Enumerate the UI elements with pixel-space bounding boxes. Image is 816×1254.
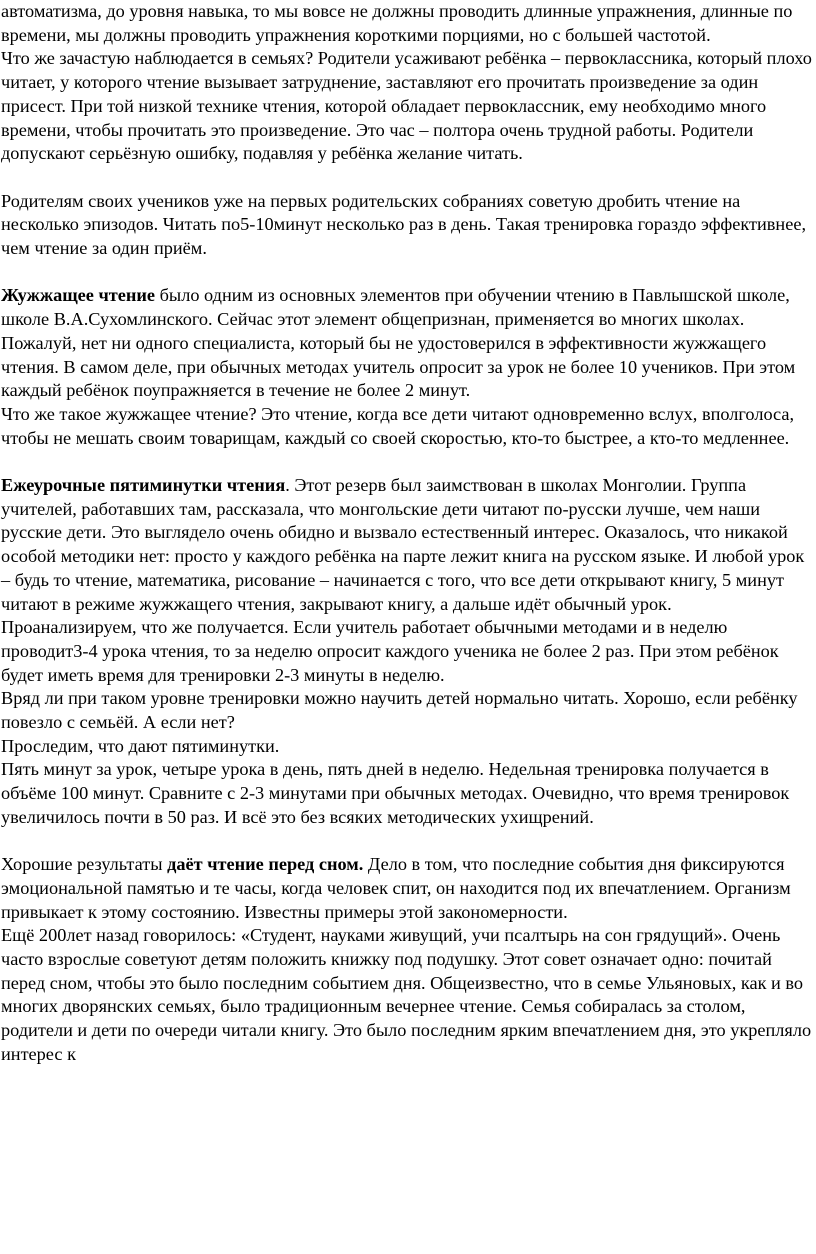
text-bedtime-intro: Хорошие результаты [1,854,168,875]
paragraph-buzzing-reading [1,284,812,403]
paragraph-automatism: автоматизма, до уровня навыка, то мы вовсе не должны проводить длинные упражнения, длинные по времени, мы должны проводить упражнения короткими порциями, но с большей частотой. [1,1,793,45]
paragraph-analysis: Проанализируем, что же получается. Если учитель работает обычными методами и в неделю проводит3-4 урока чтения, то за неделю опросит каждого ученика не более 2 раз. При этом ребёнок будет иметь время для тренировки 2-3 минуты в неделю. [1,617,779,685]
paragraph-follow-up: Проследим, что дают пятиминутки. [1,735,280,756]
paragraph-five-minutes [1,474,812,616]
paragraph-weekly-training: Пять минут за урок, четыре урока в день, пять дней в неделю. Недельная тренировка получается в объёме 100 минут. Сравните с 2-3 минутами при обычных методах. Очевидно, что время тренировок увеличилось почти в 50 раз. И всё это без всяких методических ухищрений. [1,759,790,827]
paragraph-gap [1,166,812,190]
paragraph-gap [1,261,812,285]
heading-bedtime-reading: даёт чтение перед сном. [167,854,364,875]
paragraph-family-reading: Что же зачастую наблюдается в семьях? Родители усаживают ребёнка – первоклассника, который плохо читает, у которого чтение вызывает затруднение, заставляют его прочитать произведение за один присест. При той низкой технике чтения, которой обладает первоклассник, ему необходимо много времени, чтобы прочитать это произведение. Это час – полтора очень трудной работы. Родители допускают серьёзную ошибку, подавляя у ребёнка желание читать. [1,48,812,164]
paragraph-bedtime-reading [1,853,812,924]
heading-five-minutes: Ежеурочные пятиминутки чтения [1,475,286,496]
heading-buzzing-reading: Жужжащее чтение [1,285,156,306]
paragraph-buzzing-definition: Что же такое жужжащее чтение? Это чтение, когда все дети читают одновременно вслух, вполголоса, чтобы не мешать своим товарищам, каждый со своей скоростью, кто-то быстрее, а кто-то медленнее. [1,403,795,448]
text-bedtime-reading: Дело в том, что последние события дня фиксируются эмоциональной памятью и те часы, когда человек спит, он находится под их впечатлением. Организм привыкает к этому состоянию. Известны примеры этой закономерности. [1,854,791,922]
paragraph-gap [1,830,812,854]
text-five-minutes: . Этот резерв был заимствован в школах Монголии. Группа учителей, работавших там, рассказала, что монгольские дети читают по-русски лучше, чем наши русские дети. Это выглядело очень обидно и вызвало естественный интерес. Оказалось, что никакой особой методики нет: просто у каждого ребёнка на парте лежит книга на русском языке. И любой урок – будь то чтение, математика, рисование – начинается с того, что все дети открывают книгу, 5 минут читают в режиме жужжащего чтения, закрывают книгу, а дальше идёт обычный урок. [1,475,805,614]
paragraph-training-level: Вряд ли при таком уровне тренировки можно научить детей нормально читать. Хорошо, если ребёнку повезло с семьёй. А если нет? [1,688,798,733]
paragraph-gap [1,450,812,474]
text-buzzing-reading: было одним из основных элементов при обучении чтению в Павлышской школе, школе В.А.Сухомлинского. Сейчас этот элемент общепризнан, применяется во многих школах. Пожалуй, нет ни одного специалиста, который бы не удостоверился в эффективности жужжащего чтения. В самом деле, при обычных методах учитель опросит за урок не более 10 учеников. При этом каждый ребёнок поупражняется в течение не более 2 минут. [1,285,796,401]
paragraph-history: Ещё 200лет назад говорилось: «Студент, науками живущий, учи псалтырь на сон грядущий». Очень часто взрослые советуют детям положить книжку под подушку. Этот совет означает одно: почитай перед сном, чтобы это было последним событием дня. Общеизвестно, что в семье Ульяновых, как и во многих дворянских семьях, было традиционным вечернее чтение. Семья собиралась за столом, родители и дети по очереди читали книгу. Это было последним ярким впечатлением дня, это укрепляло интерес к [1,925,812,1064]
paragraph-parents-advice: Родителям своих учеников уже на первых родительских собраниях советую дробить чтение на несколько эпизодов. Читать по5-10минут несколько раз в день. Такая тренировка гораздо эффективнее, чем чтение за один приём. [1,190,807,259]
